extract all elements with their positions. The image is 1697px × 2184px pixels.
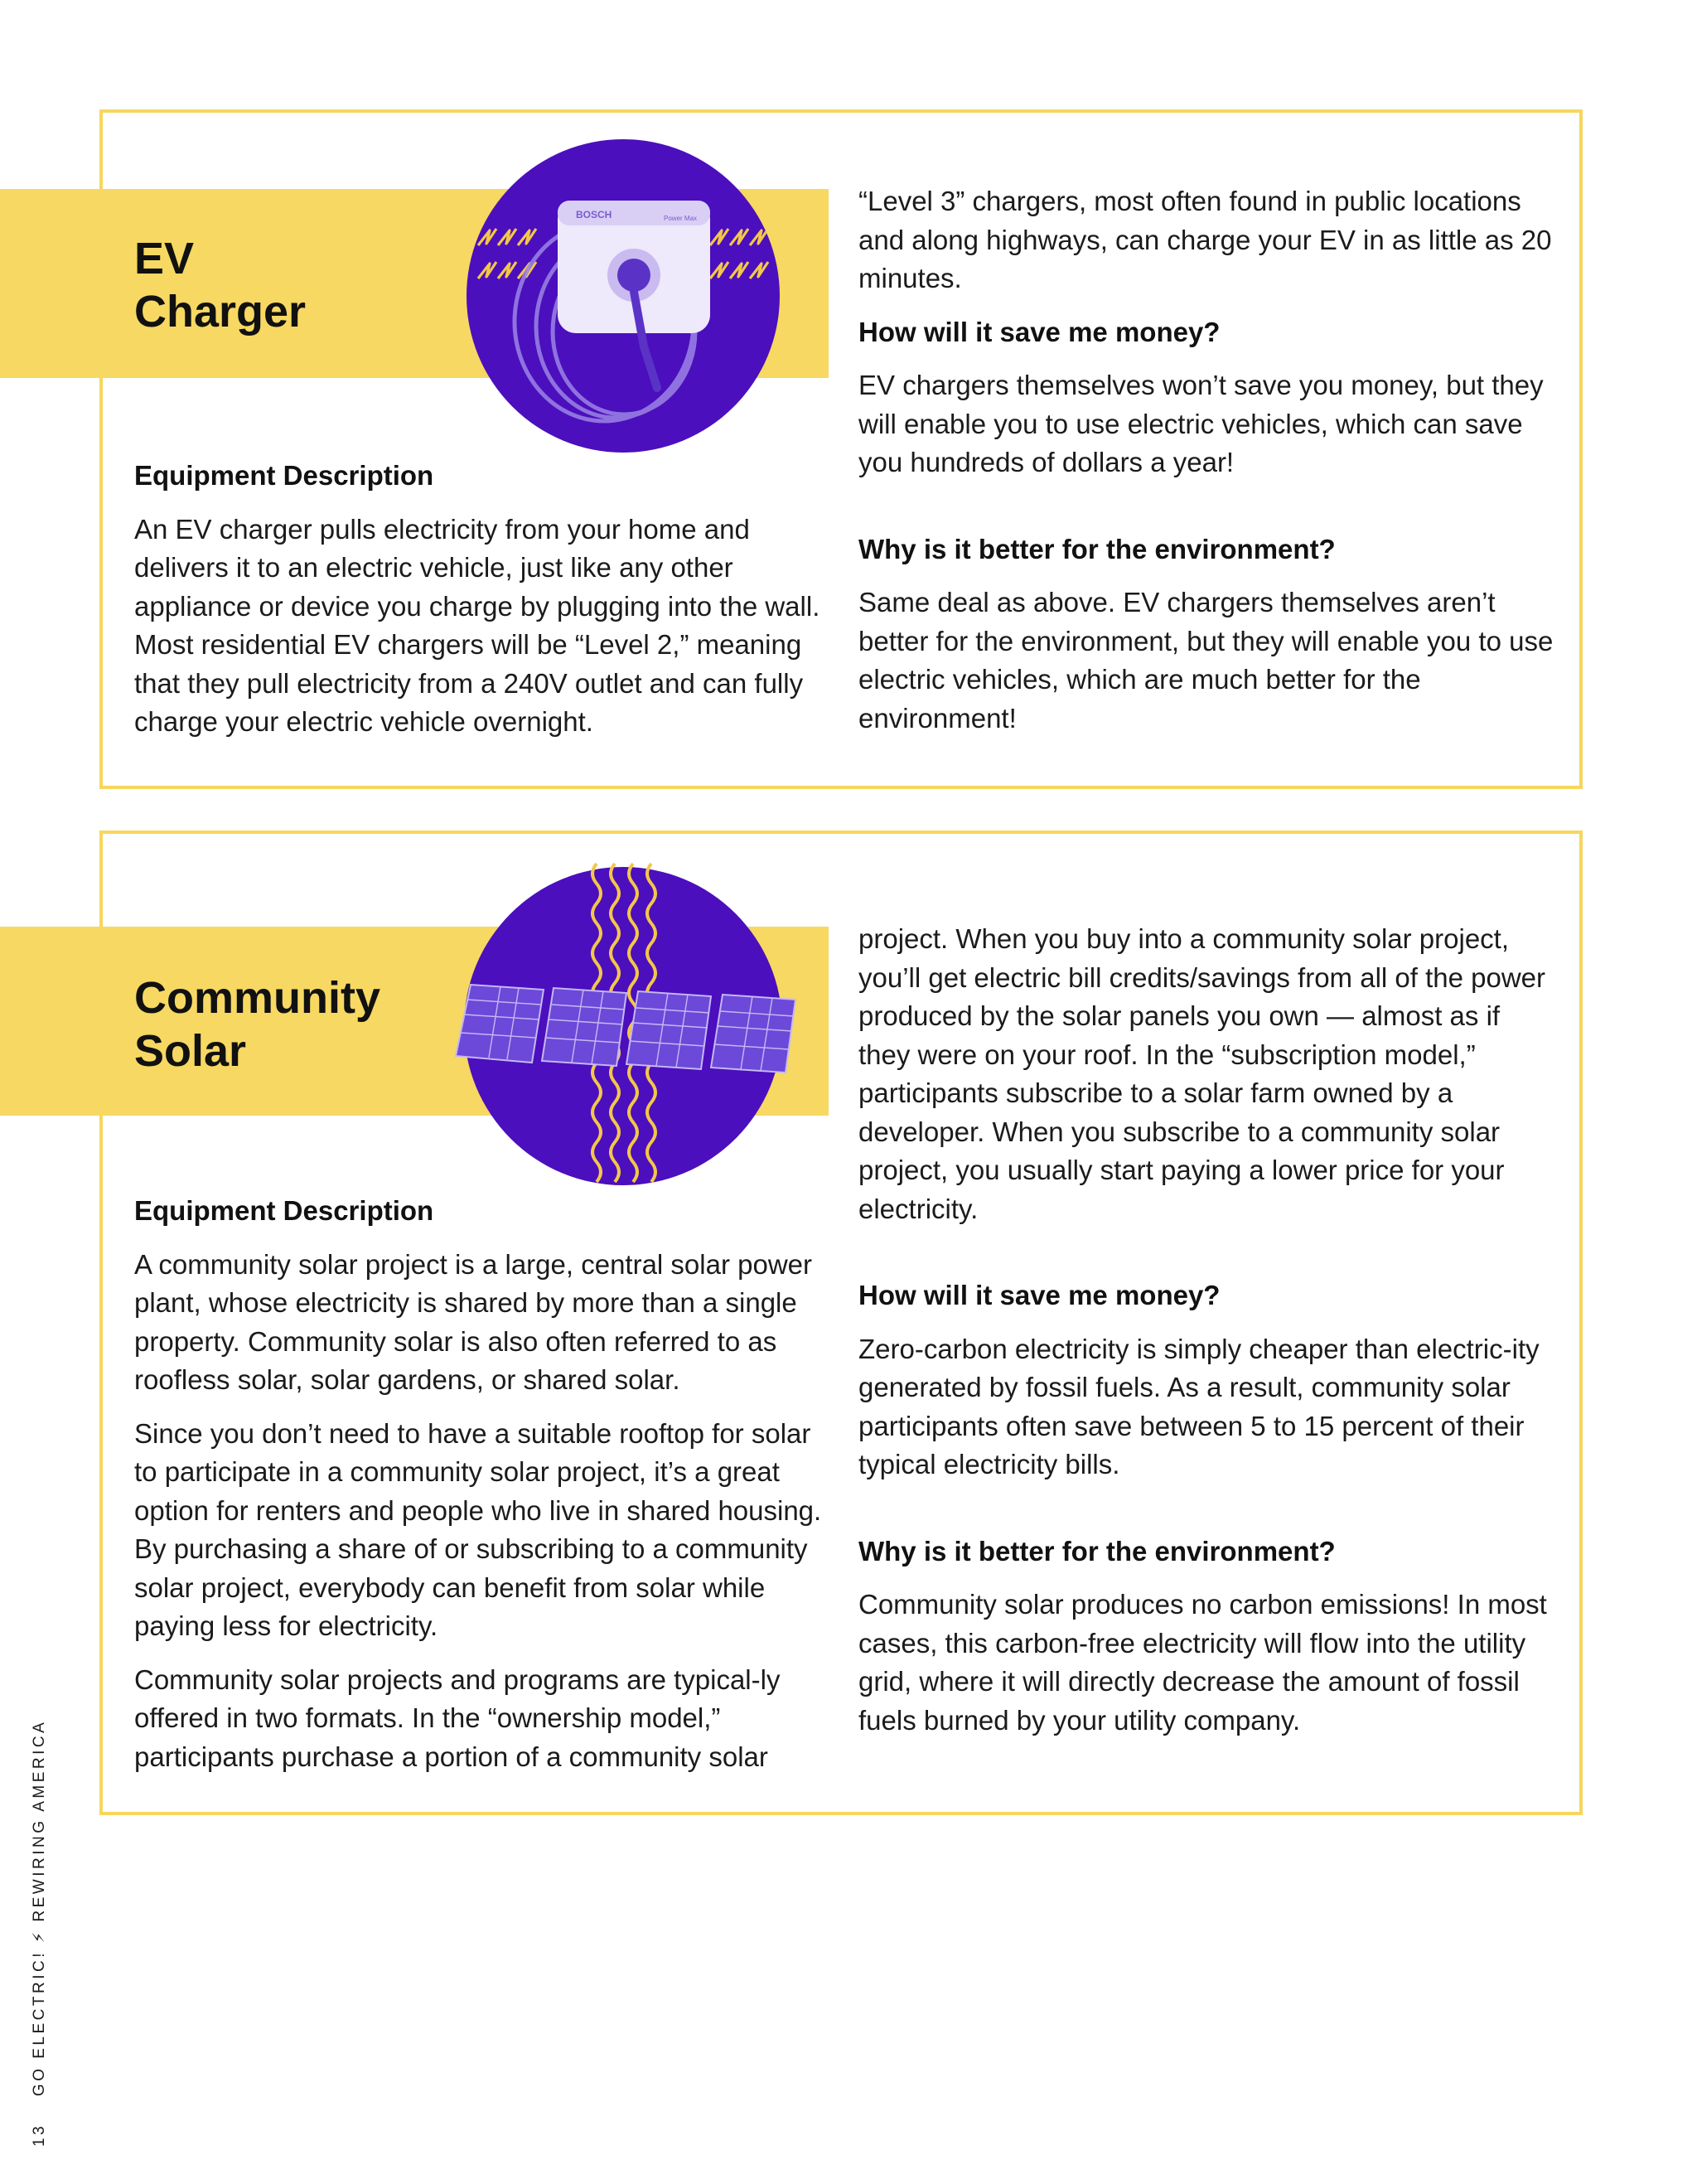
solar-panel-icon — [456, 839, 774, 1203]
solar-env-text: Community solar produces no carbon emissions! In most cases, this carbon-free electricity will flow into the utility grid, where it will directly decrease the amount of fossil fuels burned by your utility company. — [858, 1589, 1547, 1736]
ev-equipment-heading: Equipment Description — [134, 460, 434, 491]
solar-money-heading: How will it save me money? — [858, 1280, 1221, 1310]
solar-equipment-p1: A community solar project is a large, central solar power plant, whose electricity is shared by more than a single property. Community solar is also often referred to as roofless solar, solar gardens, or shared solar. — [134, 1248, 813, 1395]
footer-text: GO ELECTRIC! ⚡ REWIRING AMERICA — [31, 1719, 48, 2097]
ev-charger-illustration — [467, 139, 780, 453]
ev-env-text: Same deal as above. EV chargers themselves aren’t better for the environment, but they will enable you to use electric vehicles, which are much better for the environment! — [858, 587, 1554, 734]
svg-text:Power Max: Power Max — [664, 215, 698, 222]
ev-level3-paragraph: “Level 3” chargers, most often found in public locations and along highways, can charge your EV in as little as 20 minutes. — [858, 186, 1552, 293]
ev-money-heading: How will it save me money? — [858, 316, 1221, 347]
community-solar-title: Community Solar — [134, 973, 380, 1076]
solar-equipment-p3: Community solar projects and programs are typical-ly offered in two formats. In the “ownership model,” participants purchase a portion of a community solar — [134, 1663, 781, 1772]
ev-equipment-description: An EV charger pulls electricity from your home and delivers it to an electric vehicle, just like any other appliance or device you charge by plugging into the wall. Most residential EV chargers will be “Level 2,” meaning that they pull electricity from a 240V outlet and can fully charge your electric vehicle overnight. — [134, 513, 820, 737]
solar-right-column — [858, 920, 1554, 1740]
svg-text:BOSCH: BOSCH — [576, 209, 612, 220]
solar-equipment-heading: Equipment Description — [134, 1195, 434, 1226]
page-number: 13 — [31, 2123, 48, 2147]
solar-ownership-continued: project. When you buy into a community solar project, you’ll get electric bill credits/savings from all of the power produced by the solar panels you own — almost as if they were on your roof. In the “subscription model,” participants subscribe to a solar farm owned by a developer. When you subscribe to a community solar project, you usually start paying a lower price for your electricity. — [858, 923, 1546, 1224]
ev-charger-icon — [467, 139, 780, 453]
ev-right-column — [858, 182, 1554, 738]
community-solar-illustration — [464, 867, 782, 1185]
ev-money-text: EV chargers themselves won’t save you money, but they will enable you to use electric vehicles, which can save you hundreds of dollars a year! — [858, 370, 1544, 477]
solar-env-heading: Why is it better for the environment? — [858, 1535, 1336, 1567]
solar-money-text: Zero-carbon electricity is simply cheaper than electric-ity generated by fossil fuels. As a result, community solar participants often save between 5 to 15 percent of their typical electricity bills. — [858, 1333, 1540, 1479]
ev-left-column — [134, 457, 822, 742]
ev-charger-title: EV Charger — [134, 234, 307, 337]
solar-left-column — [134, 1192, 830, 1776]
ev-env-heading: Why is it better for the environment? — [858, 533, 1336, 564]
page-footer — [30, 1720, 49, 2147]
solar-equipment-p2: Since you don’t need to have a suitable rooftop for solar to participate in a community solar project, it’s a great option for renters and people who live in shared housing. By purchasing a share of or subscribing to a community solar project, everybody can benefit from solar while paying less for electricity. — [134, 1417, 822, 1641]
